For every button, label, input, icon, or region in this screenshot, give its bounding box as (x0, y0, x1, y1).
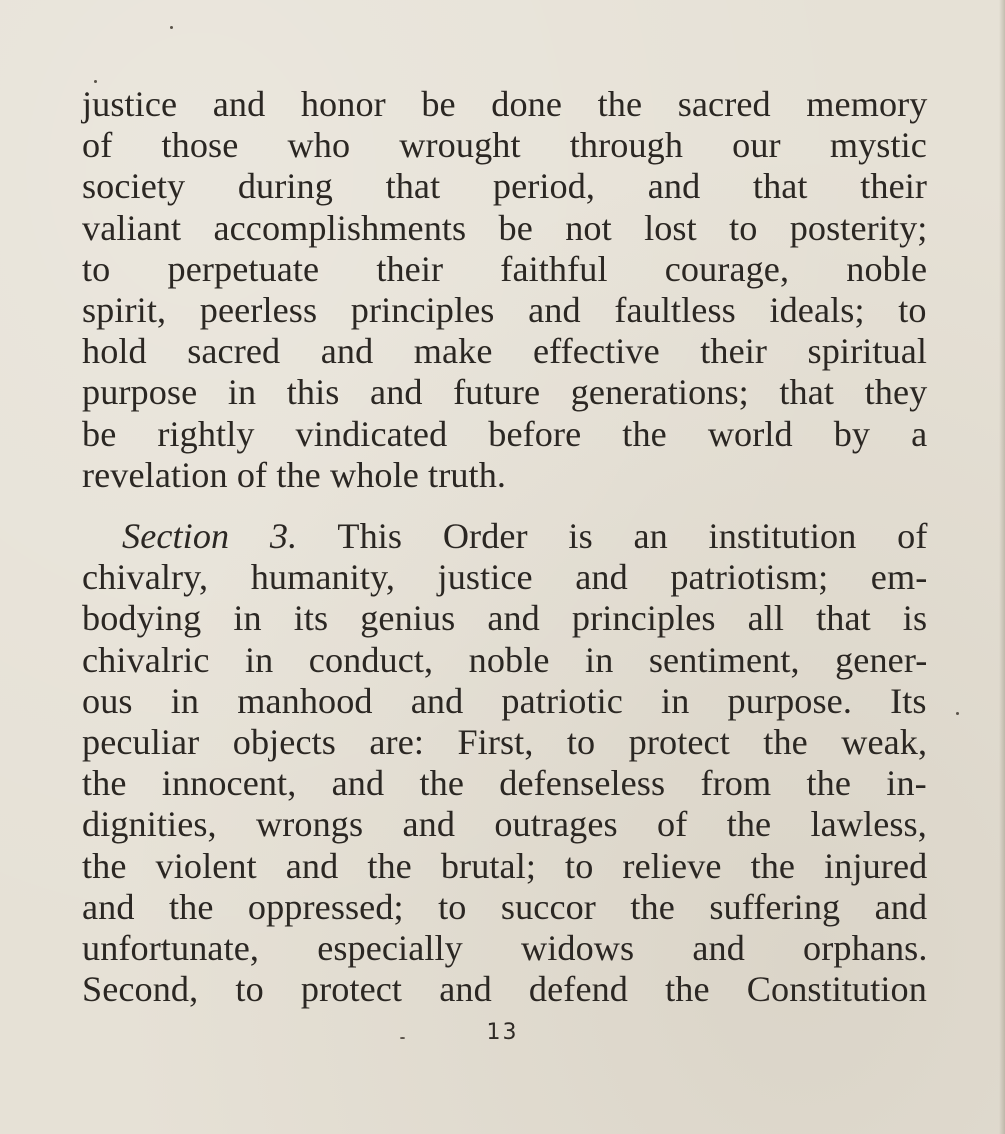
text-line: chivalry, humanity, justice and patriotism; em- (82, 557, 928, 598)
section-heading-line (82, 516, 927, 557)
text-line: unfortunate, especially widows and orphans. (82, 927, 928, 968)
text-line: peculiar objects are: First, to protect the weak, (82, 721, 928, 762)
text-line: the violent and the brutal; to relieve the injured (82, 845, 928, 886)
ink-speck (170, 26, 173, 29)
text-line: purpose in this and future generations; that they (82, 372, 928, 413)
page-edge-shadow (999, 0, 1005, 1134)
text-line: Second, to protect and defend the Constitution (82, 969, 927, 1010)
text-line: chivalric in conduct, noble in sentiment, gener- (82, 639, 928, 680)
text-line: of those who wrought through our mystic (82, 125, 927, 166)
paragraph-continued (82, 84, 927, 496)
ink-speck (956, 712, 959, 715)
text-line: ous in manhood and patriotic in purpose. Its (82, 680, 927, 721)
text-line: justice and honor be done the sacred memory (82, 84, 928, 124)
text-line: be rightly vindicated before the world by a (82, 413, 928, 454)
text-line: hold sacred and make effective their spiritual (82, 331, 928, 372)
text-line: valiant accomplishments be not lost to posterity; (82, 207, 928, 248)
text-line: spirit, peerless principles and faultless ideals; to (82, 289, 927, 330)
text-line: and the oppressed; to succor the suffering and (82, 886, 928, 927)
text-line: This Order is an institution of (337, 516, 928, 556)
text-line: society during that period, and that their (82, 166, 928, 207)
section-3-paragraph (82, 516, 927, 1010)
text-line: the innocent, and the defenseless from the in- (82, 763, 927, 804)
section-label: Section 3. (122, 516, 298, 556)
text-line: to perpetuate their faithful courage, noble (82, 248, 928, 289)
text-line: bodying in its genius and principles all that is (82, 598, 928, 639)
page-number: 13 (486, 1020, 519, 1045)
text-line: dignities, wrongs and outrages of the lawless, (82, 804, 927, 845)
ink-speck (94, 80, 97, 83)
text-line: revelation of the whole truth. (82, 454, 507, 495)
